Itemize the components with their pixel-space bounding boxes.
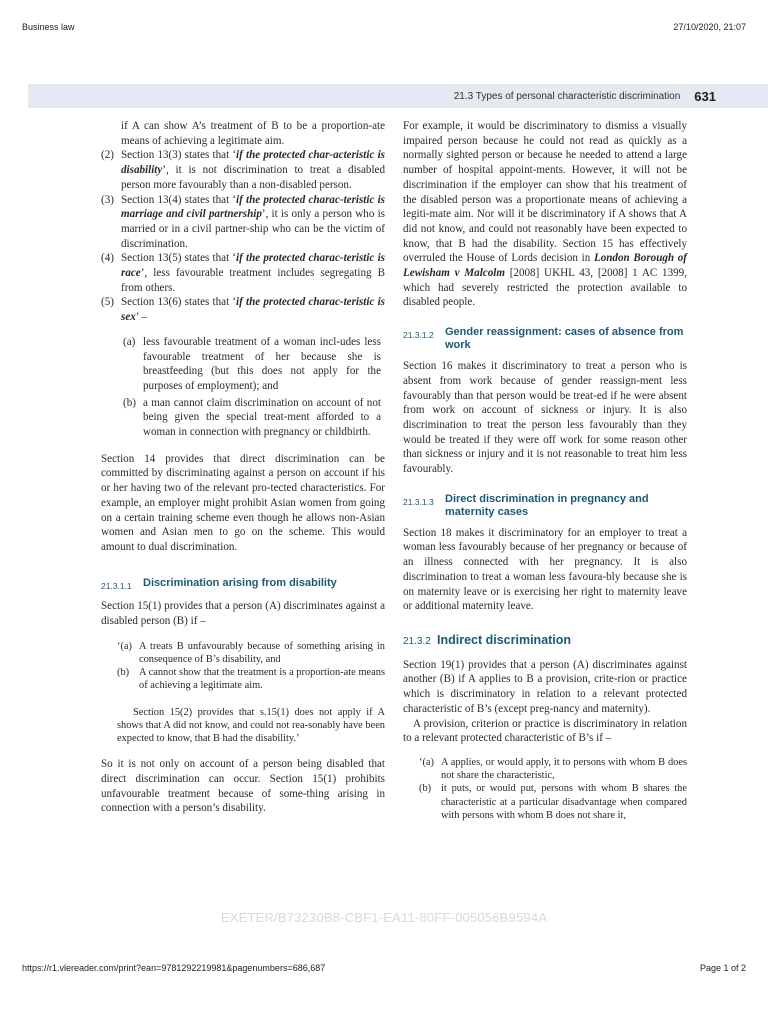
list-item [101, 148, 385, 192]
quote-item [419, 782, 687, 822]
section-title: Direct discrimination in pregnancy and maternity cases [445, 492, 649, 518]
paragraph: So it is not only on account of a person being disabled that direct discrimination can occur. Section 15(1) prohibits unfavourable treatment because of some-thing arising in connection with a person’s disability. [101, 758, 385, 815]
sub-list-number: (a) [123, 335, 136, 348]
section-number: 21.3.1.3 [403, 496, 434, 507]
print-footer-page: Page 1 of 2 [699, 963, 746, 973]
paragraph: A provision, criterion or practice is discriminatory in relation to a relevant protected characteristic of B’s if – [403, 717, 687, 745]
quotation [101, 640, 385, 693]
running-head-title: 21.3 Types of personal characteristic discrimination [453, 90, 681, 102]
list-text: Section 13(3) states that ‘ [121, 149, 237, 162]
paragraph-text: For example, it would be discriminatory to dismiss a visually impaired person because he could not read as quickly as a normally sighted person or because he needed to attend a large number of hospital appoint-ments. However, it will not be discrimination if the employer can show that his treatment of the disabled person was a proportionate means of achieving a legiti-mate aim. Nor will it be discriminatory if A shows that A did not know, and could not reasonably have been expected to know, that B had the disability. Section 15 has effectively overruled the House of Lords decision in [403, 120, 687, 265]
sub-list-text: a man cannot claim discrimination on account of not being given the special treat-ment afforded to a woman in connection with pregnancy or childbirth. [143, 396, 381, 439]
list-text: Section 13(5) states that ‘ [121, 252, 237, 265]
print-header-timestamp: 27/10/2020, 21:07 [673, 22, 746, 32]
quote-number: (b) [419, 783, 432, 795]
paragraph: Section 16 makes it discriminatory to treat a person who is absent from work because of gender reassign-ment less favourably than that person would be treat-ed if he were absent from work on account of sickness or injury. It is also discrimination to treat the person less favourably than they would be treated if they were off work for some reason other than sickness or injury and it is not reasonable to treat him less favourably. [403, 360, 687, 476]
print-footer [22, 963, 746, 973]
paragraph: Section 19(1) provides that a person (A) discriminates against another (B) if A applies to B a provision, crite-rion or practice which is discriminatory in relation to a relevant protected characteristic of B’s (except preg-nancy and maternity). [403, 658, 687, 715]
paragraph-text: [2008] UKHL 43, [2008] 1 AC 1399, which had severely restricted the protection available to disabled people. [403, 267, 687, 309]
section-heading [403, 634, 687, 650]
case-name: London Borough of Lewisham v Malcolm [403, 252, 688, 280]
list-item [101, 295, 385, 324]
list-text: ’ – [135, 311, 147, 324]
section-heading [101, 577, 385, 594]
paragraph: Section 18 makes it discriminatory for an employer to treat a woman less favourably because of her pregnancy or because of an illness connected with her pregnancy. It is also discrimination to treat a woman less favoura-bly because she is on maternity leave or is exercising her right to maternity leave or additional maternity leave. [403, 526, 687, 613]
watermark: EXETER/B73230B8-CBF1-EA11-80FF-005056B9594A [220, 910, 548, 925]
sub-list-text: less favourable treatment of a woman incl-udes less favourable treatment of her because she is breastfeeding (but this does not apply for the purposes of employment); and [143, 335, 381, 392]
list-text: ’, it is only a person who is married or in a civil partner-ship who can be the victim of discrimination. [121, 208, 385, 250]
print-header-title: Business law [22, 22, 75, 32]
sub-list-number: (b) [123, 396, 136, 409]
sub-list-item [101, 335, 385, 394]
section-heading [403, 326, 687, 352]
paragraph: if A can show A’s treatment of B to be a proportion-ate means of achieving a legitimate aim. [121, 120, 385, 147]
quotation-paragraph: Section 15(2) provides that s.15(1) does not apply if A shows that A did not know, and could not rea-sonably have been expected to know, that B had the disability.’ [117, 706, 385, 745]
page-number: 631 [694, 88, 716, 104]
list-number: (2) [101, 149, 114, 162]
section-number: 21.3.1.1 [101, 580, 132, 591]
quote-text: it puts, or would put, persons with whom B shares the characteristic at a particular disadvantage when compared with persons with whom B does not share it, [441, 783, 687, 821]
quotation [403, 756, 687, 822]
section-number: 21.3.2 [403, 635, 431, 647]
quote-number: ‘(a) [419, 756, 434, 768]
quote-number: (b) [117, 667, 130, 679]
emphasis: if the protected charac-teristic is race [121, 252, 385, 280]
list-text: Section 13(4) states that ‘ [121, 193, 237, 206]
list-text: ’, less favourable treatment includes segregating B from others. [121, 267, 385, 294]
list-number: (4) [101, 252, 114, 265]
paragraph: Section 14 provides that direct discrimination can be committed by discriminating against a person on account if his or her having two of the relevant pro-tected characteristics. For example, an employer might prohibit Asian women from going on a certain training scheme even though he allows non-Asian women and Asian men to go on the scheme. This would amount to dual discrimination. [101, 452, 385, 553]
list-number: (5) [101, 296, 114, 309]
emphasis: if the protected char-acteristic is disability [121, 149, 385, 177]
list-text: Section 13(6) states that ‘ [121, 296, 237, 309]
quote-text: A applies, or would apply, it to persons with whom B does not share the characteristic, [441, 756, 687, 782]
list-item [101, 193, 385, 252]
quote-number: ‘(a) [117, 640, 132, 652]
right-column [403, 119, 687, 822]
sub-list-item [101, 396, 385, 440]
section-heading [403, 493, 687, 519]
section-title: Discrimination arising from disability [143, 576, 337, 589]
section-title: Indirect discrimination [437, 632, 572, 647]
quote-item [419, 756, 687, 782]
quote-item [117, 640, 385, 666]
quote-text: A treats B unfavourably because of something arising in consequence of B’s disability, and [139, 640, 385, 665]
quote-item [117, 666, 385, 692]
section-title: Gender reassignment: cases of absence from work [445, 326, 684, 352]
list-text: ’, it is not discrimination to treat a disabled person more favourably than a non-disabled person. [121, 164, 385, 191]
emphasis: if the protected charac-teristic is marriage and civil partnership [121, 193, 385, 221]
section-number: 21.3.1.2 [403, 330, 434, 341]
emphasis: if the protected charac-teristic is sex [121, 296, 385, 324]
quote-text: A cannot show that the treatment is a proportion-ate means of achieving a legitimate aim. [139, 667, 385, 692]
list-item [101, 251, 385, 295]
paragraph [403, 119, 687, 310]
paragraph: Section 15(1) provides that a person (A) discriminates against a disabled person (B) if – [101, 600, 385, 628]
print-footer-url: https://r1.vlereader.com/print?ean=9781292219981&pagenumbers=686,687 [22, 963, 326, 973]
print-header [22, 22, 746, 32]
left-column [101, 119, 385, 816]
list-number: (3) [101, 193, 114, 206]
running-head [28, 84, 768, 108]
